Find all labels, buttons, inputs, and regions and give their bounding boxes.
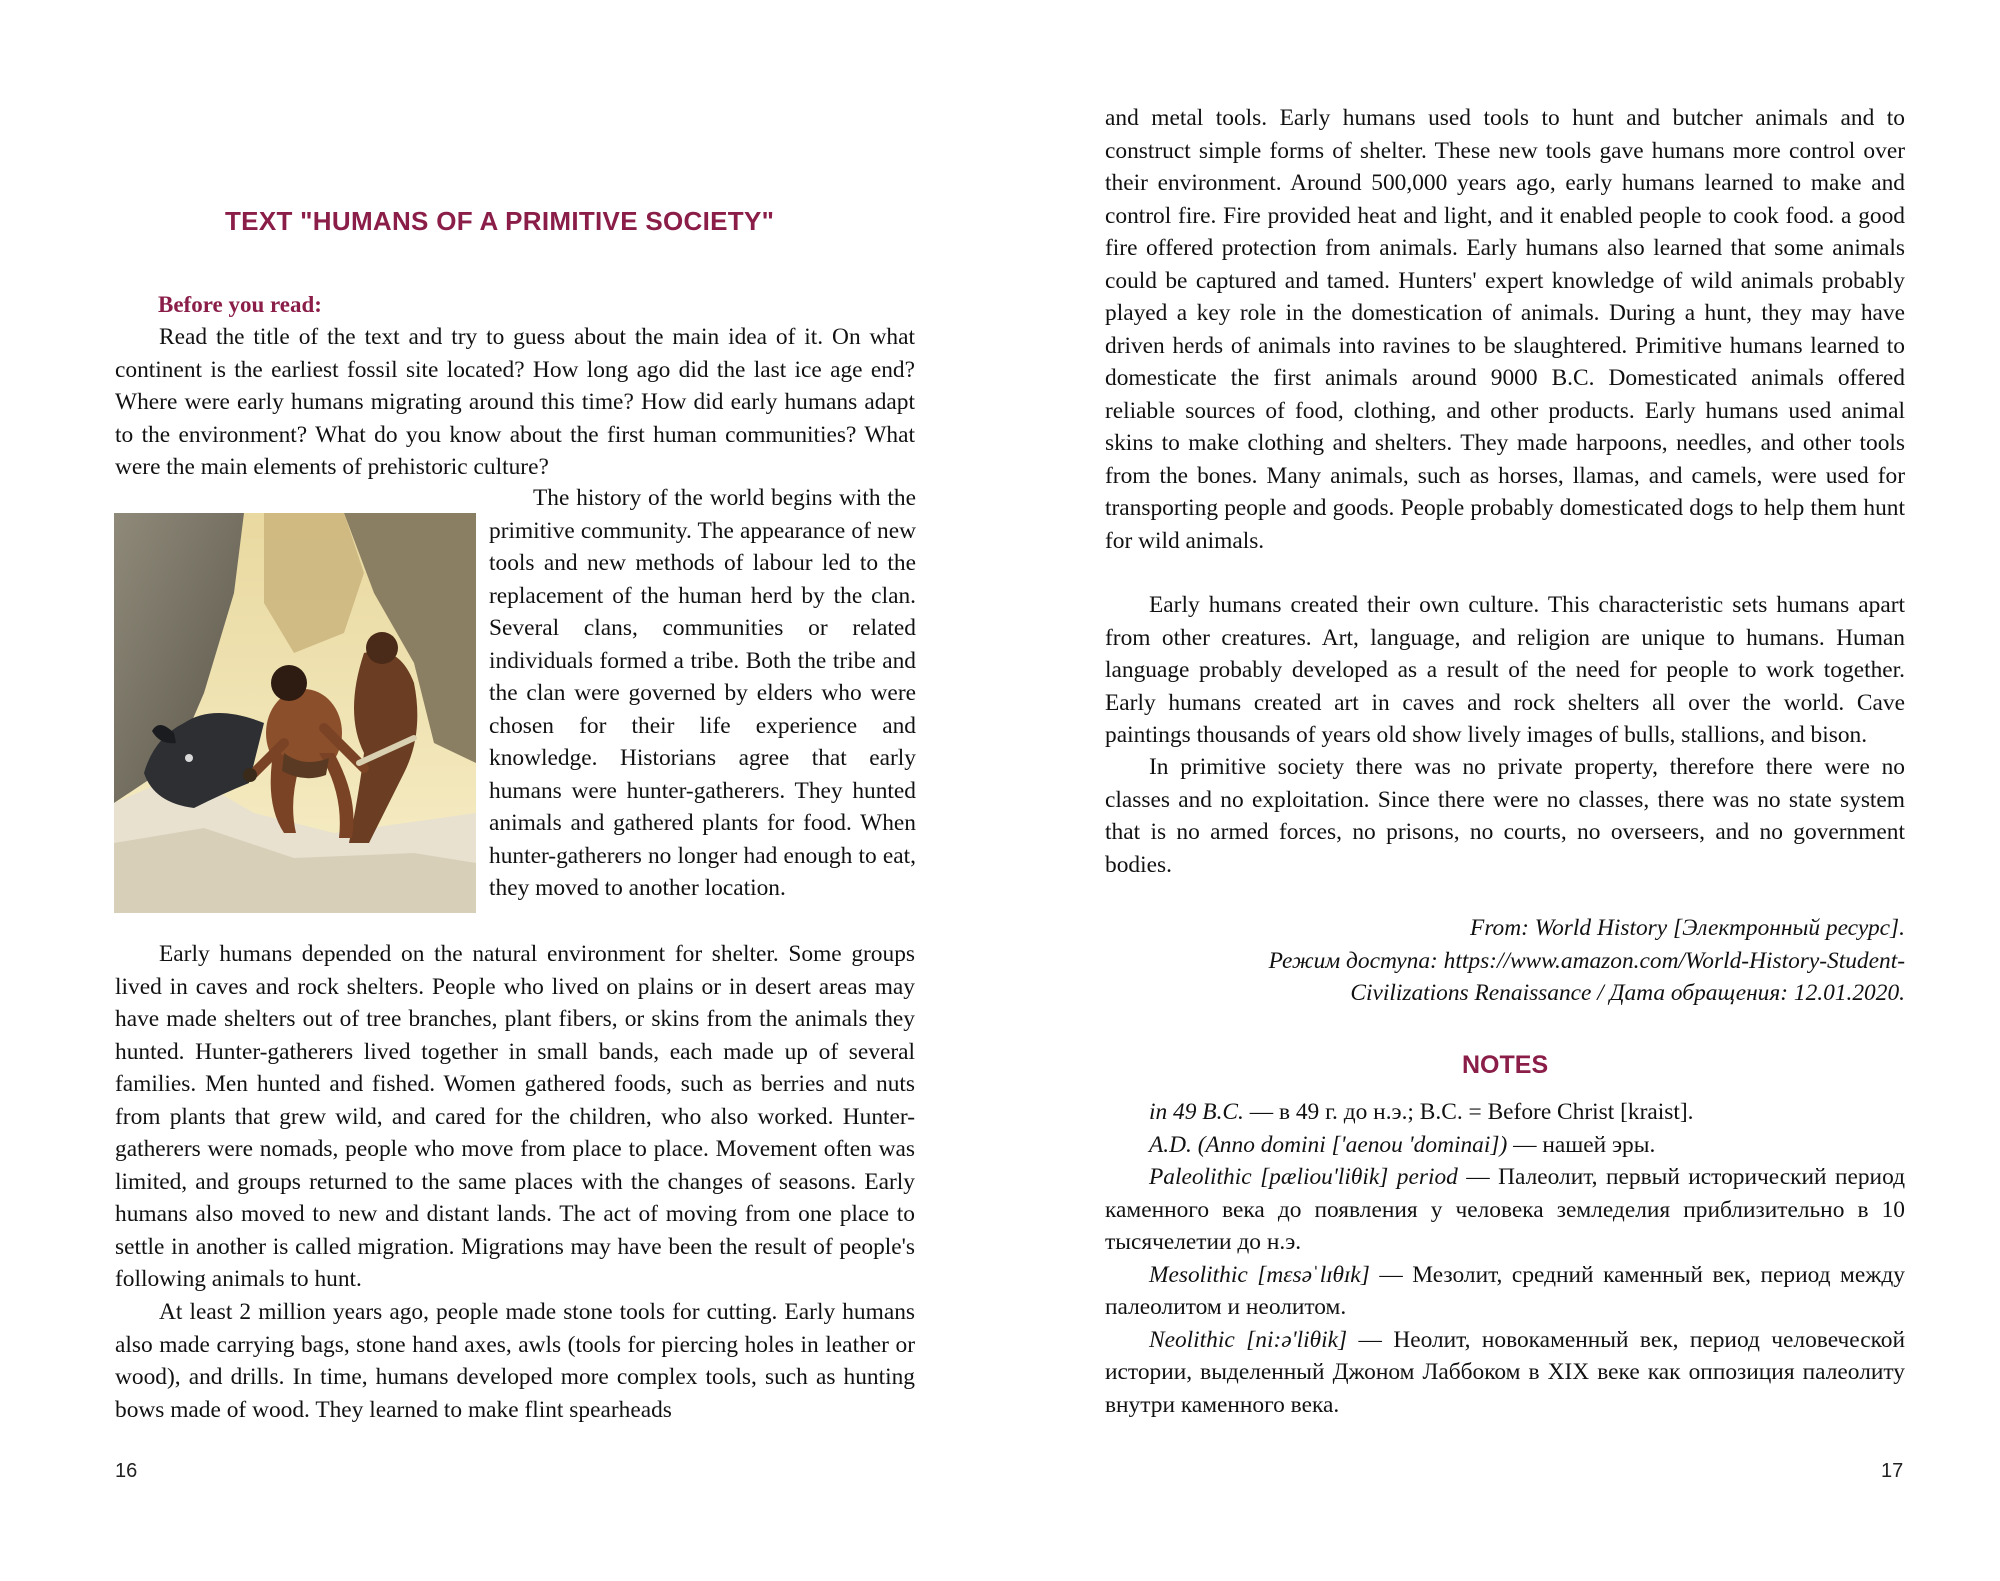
- note-definition: — Неолит, новокаменный век, период человеческой истории, выделенный Джоном Лаббоком в XIX веке как оппозиция палеолиту внутри каменного века.: [1105, 1326, 1905, 1418]
- before-you-read-label: Before you read:: [158, 292, 322, 317]
- tools-paragraph: At least 2 million years ago, people made stone tools for cutting. Early humans also made carrying bags, stone hand axes, awls (tools for piercing holes in leather or wood), and drills. In time, humans developed more complex tools, such as hunting bows made of wood. They learned to make flint spearheads: [115, 1299, 915, 1423]
- source-line-2: Режим доступа: https://www.amazon.com/World-History-Student-: [1268, 947, 1905, 974]
- note-definition: — Мезолит, средний каменный век, период между палеолитом и неолитом.: [1105, 1261, 1905, 1320]
- note-term: Mesolithic [mεsəˈlɪθɪk]: [1149, 1261, 1370, 1288]
- notes-list: [1105, 1096, 1905, 1421]
- note-term: A.D. (Anno domini ['aenou 'dominai]): [1149, 1131, 1508, 1158]
- note-definition: — в 49 г. до н.э.; B.C. = Before Christ [kraist].: [1243, 1099, 1694, 1125]
- page-number-right: 17: [1881, 1460, 1904, 1482]
- note-definition: — Палеолит, первый исторический период каменного века до появления у человека земледелия приблизительно в 10 тысячелетии до н.э.: [1105, 1164, 1905, 1255]
- notes-heading: NOTES: [1462, 1051, 1549, 1079]
- note-item: [1105, 1129, 1905, 1162]
- note-item: [1105, 1324, 1905, 1422]
- note-term: Neolithic [ni:ə'liθik]: [1149, 1326, 1348, 1353]
- source-line-1: From: World History [Электронный ресурс].: [1470, 915, 1905, 941]
- note-item: [1105, 1161, 1905, 1259]
- note-item: [1105, 1259, 1905, 1324]
- caveman-hunt-illustration: [114, 513, 476, 913]
- source-citation: [1100, 912, 1905, 1010]
- source-line-3: Civilizations Renaissance / Дата обращения: 12.01.2020.: [1350, 980, 1905, 1006]
- society-paragraph: In primitive society there was no private property, therefore there were no classes and no exploitation. Since there were no classes, there was no state system that is no armed forces, no prisons, no courts, no overseers, and no government bodies.: [1105, 754, 1905, 878]
- page-number-left: 16: [115, 1460, 138, 1482]
- note-term: Paleolithic [pæliou'liθik] period: [1149, 1164, 1458, 1190]
- tools-paragraph-continued: and metal tools. Early humans used tools to hunt and butcher animals and to construct simple forms of shelter. These new tools gave humans more control over their environment. Around 500,000 years ago, early humans learned to make and control fire. Fire provided heat and light, and it enabled people to cook food. a good fire offered protection from animals. Early humans also learned that some animals could be captured and tamed. Hunters' expert knowledge of wild animals probably played a key role in the domestication of animals. During a hunt, they may have driven herds of animals into ravines to be slaughtered. Primitive humans learned to domesticate the first animals around 9000 B.C. Domesticated animals offered reliable sources of food, clothing, and other products. Early humans used animal skins to make clothing and shelters. They made harpoons, needles, and other tools from the bones. Many animals, such as horses, llamas, and camels, were used for transporting people and goods. People probably domesticated dogs to help them hunt for wild animals.: [1105, 105, 1905, 554]
- history-paragraph: The history of the world begins with the primitive community. The appearance of new tools and new methods of labour led to the replacement of the human herd by the clan. Several clans, communities or related individuals formed a tribe. Both the tribe and the clan were governed by elders who were chosen for their life experience and knowledge. Historians agree that early humans were hunter-gatherers. They hunted animals and gathered plants for food. When hunter-gatherers no longer had enough to eat, they moved to another location.: [489, 485, 916, 901]
- note-term: in 49 B.C.: [1149, 1099, 1244, 1125]
- culture-paragraph: Early humans created their own culture. This characteristic sets humans apart from other creatures. Art, language, and religion are unique to humans. Human language probably developed as a result of the need for people to work together. Early humans created art in caves and rock shelters all over the world. Cave paintings thousands of years old show lively images of bulls, stallions, and bison.: [1105, 592, 1905, 748]
- note-item: [1105, 1096, 1905, 1129]
- note-definition: — нашей эры.: [1507, 1131, 1656, 1158]
- intro-paragraph: Read the title of the text and try to guess about the main idea of it. On what continent is the earliest fossil site located? How long ago did the last ice age end? Where were early humans migrating around this time? How did early humans adapt to the environment? What do you know about the first human communities? What were the main elements of prehistoric culture?: [115, 324, 915, 480]
- text-title: TEXT "HUMANS OF A PRIMITIVE SOCIETY": [225, 206, 775, 236]
- environment-paragraph: Early humans depended on the natural environment for shelter. Some groups lived in caves and rock shelters. People who lived on plains or in desert areas may have made shelters out of tree branches, plant fibers, or skins from the animals they hunted. Hunter-gatherers lived together in small bands, each made up of several families. Men hunted and fished. Women gathered foods, such as berries and nuts from plants that grew wild, and cared for the children, who also worked. Hunter-gatherers were nomads, people who move from place to place. Movement often was limited, and groups returned to the same places with the changes of seasons. Early humans also moved to new and distant lands. The act of moving from one place to settle in another is called migration. Migrations may have been the result of people's following animals to hunt.: [115, 941, 915, 1292]
